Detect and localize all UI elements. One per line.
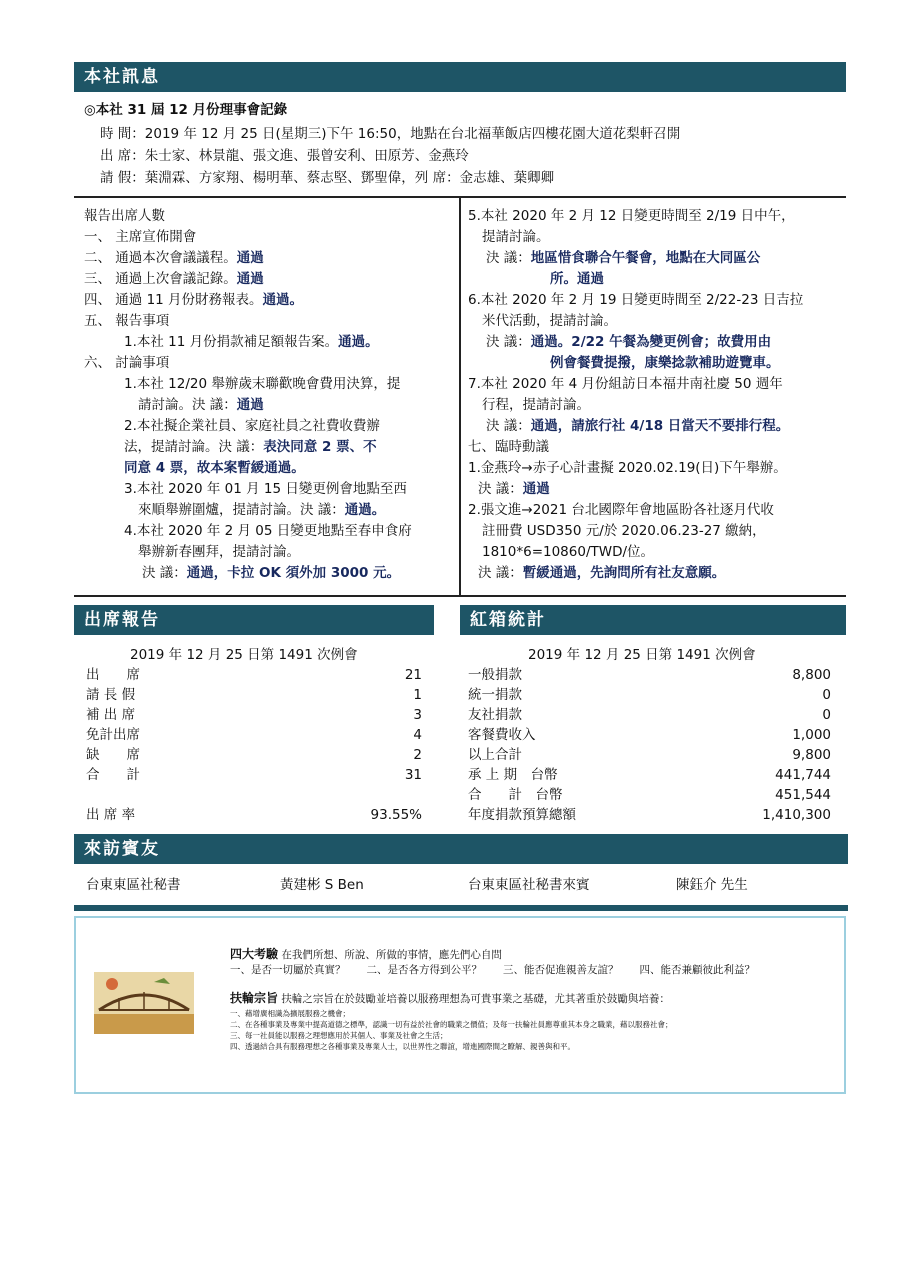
object-of-rotary-title: 扶輪宗旨: [230, 991, 279, 1005]
discussion-item-4-result: 決 議：通過，卡拉 OK 須外加 3000 元。: [142, 565, 401, 581]
attendance-row-value: 1: [413, 687, 422, 703]
bridge-illustration: [94, 972, 194, 1034]
four-way-test-items: 一、是否一切屬於真實？ 二、是否各方得到公平？ 三、能否促進親善友誼？ 四、能否兼顧彼此利益？: [230, 964, 755, 976]
discussion-item-5-result: 決 議：地區惜食聯合午餐會，地點在大同區公: [486, 250, 761, 266]
attendance-row-value: 21: [404, 667, 422, 683]
agenda-item-4: 四、 通過 11 月份財務報表。通過。: [84, 292, 304, 308]
discussion-item-3: 3.本社 2020 年 01 月 15 日變更例會地點至西: [124, 481, 407, 497]
object-of-rotary-line: [230, 990, 670, 1007]
motion-item-2-result: 決 議：暫緩通過，先詢問所有社友意願。: [478, 565, 726, 581]
discussion-item-2: 2.本社擬企業社員、家庭社員之社費收費辦: [124, 418, 380, 434]
motion-item-2-cont: 註冊費 USD350 元/於 2020.06.23-27 繳納，: [482, 523, 766, 539]
minutes-right-column: [468, 206, 844, 584]
agenda-item-1: 一、 主席宣佈開會: [84, 229, 197, 245]
visitor-1-name: 黃建彬 S Ben: [280, 877, 364, 893]
red-box-row-value: 451,544: [775, 787, 831, 803]
discussion-item-7: 7.本社 2020 年 4 月份組訪日本福井南社慶 50 週年: [468, 376, 783, 392]
footer-box: [74, 916, 846, 1094]
minutes-present: 出 席：朱士家、林景龍、張文進、張曾安利、田原芳、金燕玲: [100, 148, 469, 164]
red-box-row-value: 441,744: [775, 767, 831, 783]
visitor-1-title: 台東東區社秘書: [86, 877, 181, 893]
attendance-heading: 2019 年 12 月 25 日第 1491 次例會: [130, 647, 358, 663]
attendance-row-value: 4: [413, 727, 422, 743]
discussion-item-6-result: 決 議：通過。2/22 午餐為變更例會；故費用由: [486, 334, 772, 350]
attendance-rate-label: 出 席 率: [86, 807, 136, 823]
attendance-row-value: 31: [404, 767, 422, 783]
attendance-row-label: 請 長 假: [86, 687, 136, 703]
discussion-item-3-cont: 來順舉辦圍爐，提請討論。決 議：通過。: [138, 502, 386, 518]
minutes-time: 時 間：2019 年 12 月 25 日(星期三)下午 16:50，地點在台北福華飯店四樓花園大道花梨軒召開: [100, 126, 681, 142]
section-title-red-box: 紅箱統計: [460, 605, 846, 635]
red-box-row-value: 9,800: [792, 747, 831, 763]
report-attendance-line: 報告出席人數: [84, 208, 165, 224]
section-title-club-news: 本社訊息: [74, 62, 846, 92]
discussion-item-6: 6.本社 2020 年 2 月 19 日變更時間至 2/22-23 日吉拉: [468, 292, 804, 308]
four-way-test-line: [230, 946, 502, 963]
minutes-divider-bottom: [74, 595, 846, 597]
four-way-test-intro: 在我們所想、所說、所做的事情，應先們心自問: [281, 949, 502, 961]
attendance-row-label: 補 出 席: [86, 707, 136, 723]
red-box-row-value: 0: [822, 707, 831, 723]
attendance-row-label: 免計出席: [86, 727, 140, 743]
discussion-item-5-cont: 提請討論。: [482, 229, 550, 245]
object-item-1: 一、藉增廣相識為擴展服務之機會；: [230, 1009, 350, 1018]
attendance-row-label: 合 計: [86, 767, 140, 783]
four-way-test-title: 四大考驗: [230, 947, 279, 961]
visitor-2-title: 台東東區社秘書來賓: [468, 877, 590, 893]
motion-item-2-cont2: 1810*6=10860/TWD/位。: [482, 544, 655, 560]
red-box-row-label: 客餐費收入: [468, 727, 536, 743]
agenda-item-6: 六、 討論事項: [84, 355, 170, 371]
discussion-item-5-result-cont: 所。通過: [550, 271, 604, 287]
red-box-row-value: 8,800: [792, 667, 831, 683]
red-box-row-label: 承 上 期 台幣: [468, 767, 558, 783]
attendance-row-value: 2: [413, 747, 422, 763]
attendance-row-label: 出 席: [86, 667, 140, 683]
extempore-motions: 七、臨時動議: [468, 439, 549, 455]
red-box-row-label: 統一捐款: [468, 687, 522, 703]
red-box-row-label: 友社捐款: [468, 707, 522, 723]
discussion-item-2-cont: 法，提請討論。決 議：表決同意 2 票、不: [124, 439, 377, 455]
discussion-item-2-result: 同意 4 票，故本案暫緩通過。: [124, 460, 305, 476]
red-box-row-label: 以上合計: [468, 747, 522, 763]
agenda-item-5: 五、 報告事項: [84, 313, 170, 329]
agenda-item-3: 三、 通過上次會議記錄。通過: [84, 271, 264, 287]
minutes-leave: 請 假：葉淵霖、方家翔、楊明華、蔡志堅、鄧聖偉，列 席：金志雄、葉卿卿: [100, 170, 555, 186]
minutes-title: ◎本社 31 屆 12 月份理事會記錄: [84, 102, 288, 118]
object-item-2: 二、在各種事業及專業中提高道德之標準，認識一切有益於社會的職業之價值；及每一扶輪社員應尊重其本身之職業，藉以服務社會；: [230, 1020, 673, 1029]
discussion-item-6-result-cont: 例會餐費提撥，康樂捻款補助遊覽車。: [550, 355, 780, 371]
red-box-row-label: 合 計 台幣: [468, 787, 563, 803]
red-box-row-value: 1,410,300: [762, 807, 831, 823]
motion-item-2: 2.張文進→2021 台北國際年會地區盼各社逐月代收: [468, 502, 774, 518]
attendance-rate-value: 93.55%: [370, 807, 422, 823]
discussion-item-1-cont: 請討論。決 議：通過: [138, 397, 264, 413]
red-box-row-label: 年度捐款預算總額: [468, 807, 576, 823]
discussion-item-5: 5.本社 2020 年 2 月 12 日變更時間至 2/19 日中午，: [468, 208, 795, 224]
discussion-item-7-result: 決 議：通過，請旅行社 4/18 日當天不要排行程。: [486, 418, 790, 434]
red-box-heading: 2019 年 12 月 25 日第 1491 次例會: [528, 647, 756, 663]
report-item-1: 1.本社 11 月份捐款補足額報告案。通過。: [124, 334, 379, 350]
visitor-2-name: 陳鈺介 先生: [676, 877, 748, 893]
discussion-item-7-cont: 行程，提請討論。: [482, 397, 590, 413]
section-title-visitors: 來訪賓友: [74, 834, 848, 864]
red-box-row-value: 1,000: [792, 727, 831, 743]
minutes-left-column: [84, 206, 454, 584]
motion-item-1-result: 決 議：通過: [478, 481, 550, 497]
discussion-item-4-cont: 舉辦新春團拜，提請討論。: [138, 544, 300, 560]
attendance-row-label: 缺 席: [86, 747, 140, 763]
red-box-row-value: 0: [822, 687, 831, 703]
object-item-4: 四、透過結合具有服務理想之各種事業及專業人士，以世界性之聯誼，增進國際間之瞭解、親善與和平。: [230, 1042, 575, 1051]
discussion-item-6-cont: 米代活動，提請討論。: [482, 313, 617, 329]
motion-item-1: 1.金燕玲→赤子心計畫擬 2020.02.19(日)下午舉辦。: [468, 460, 787, 476]
discussion-item-1: 1.本社 12/20 舉辦歲末聯歡晚會費用決算，提: [124, 376, 401, 392]
discussion-item-4: 4.本社 2020 年 2 月 05 日變更地點至春申食府: [124, 523, 412, 539]
attendance-row-value: 3: [413, 707, 422, 723]
object-of-rotary-intro: 扶輪之宗旨在於鼓勵並培養以服務理想為可貴事業之基礎，尤其著重於鼓勵與培養：: [281, 993, 670, 1005]
red-box-row-label: 一般捐款: [468, 667, 522, 683]
footer-divider: [74, 905, 848, 911]
object-item-3: 三、每一社員能以服務之理想應用於其個人、事業及社會之生活；: [230, 1031, 448, 1040]
agenda-item-2: 二、 通過本次會議議程。通過: [84, 250, 264, 266]
minutes-divider-middle: [459, 196, 461, 596]
section-title-attendance: 出席報告: [74, 605, 434, 635]
